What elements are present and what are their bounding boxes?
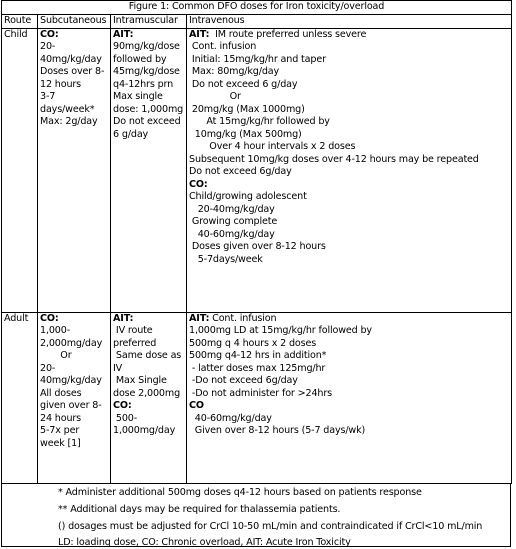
cell-line: q4-12hrs prn: [113, 78, 174, 90]
cell-line: AIT: IM route preferred unless severe: [189, 28, 367, 40]
cell-line: 5-7days/week: [189, 253, 263, 265]
cell-line: 40-60mg/kg/day: [189, 228, 275, 240]
cell-line: 20mg/kg (Max 1000mg): [189, 103, 305, 115]
cell-line: CO:: [113, 400, 132, 411]
cell-line: 12 hours: [40, 78, 82, 90]
cell-line: AIT: Cont. infusion: [189, 312, 277, 324]
cell-line: Subsequent 10mg/kg doses over 4-12 hours may be repeated: [189, 153, 479, 165]
cell-line: CO:: [40, 312, 59, 324]
cell-line: Do not exceed 6 g/day: [189, 78, 298, 90]
cell-line: Child/growing adolescent: [189, 191, 307, 202]
cell-line: 500-: [113, 412, 138, 424]
cell-line: days/week*: [40, 103, 95, 115]
cell-line: 20-: [40, 41, 56, 52]
cell-line: CO:: [40, 28, 59, 40]
cell-line: Same dose as: [113, 350, 182, 361]
cell-line: Max: 2g/day: [40, 116, 98, 127]
cell-line: CO:: [189, 178, 208, 190]
cell-line: All doses: [40, 387, 82, 399]
footnote-abbreviations: LD: loading dose, CO: Chronic overload, AIT: Acute Iron Toxicity: [58, 537, 351, 548]
table-row-child: [2, 28, 512, 312]
cell-line: Growing complete: [189, 216, 278, 227]
cell-line: -Do not exceed 6g/day: [189, 375, 298, 386]
footnote-additional-dose: * Administer additional 500mg doses q4-12 hours based on patients response: [58, 487, 422, 498]
table-row-adult: [2, 312, 512, 483]
cell-line: given over 8-: [40, 400, 102, 411]
cell-line: IV: [113, 362, 123, 374]
cell-line: 40mg/kg/day: [40, 53, 102, 65]
cell-line: 500mg q 4 hours x 2 doses: [189, 337, 317, 349]
cell-line: Doses given over 8-12 hours: [189, 241, 326, 252]
footnote-crcl: () dosages must be adjusted for CrCl 10-50 mL/min and contraindicated if CrCl<10 mL/min: [58, 521, 483, 532]
header-intramuscular: Intramuscular: [111, 14, 187, 28]
cell-line: 40mg/kg/day: [40, 375, 102, 386]
route-cell-child: Child: [2, 28, 38, 312]
header-intravenous: Intravenous: [187, 14, 512, 28]
cell-line: 5-7x per: [40, 425, 80, 436]
cell-line: dose: 1,000mg: [113, 103, 184, 115]
cell-line: Or: [40, 350, 72, 361]
dfo-dose-table: [1, 0, 512, 484]
cell-line: AIT:: [113, 312, 134, 324]
header-route: Route: [2, 14, 38, 28]
footnote-thalassemia: ** Additional days may be required for thalassemia patients.: [58, 504, 341, 515]
cell-line: preferred: [113, 337, 157, 349]
cell-line: CO: [189, 400, 204, 411]
cell-line: Do not exceed: [113, 116, 181, 127]
cell-line: -Do not administer for >24hrs: [189, 387, 332, 399]
cell-line: Cont. infusion: [189, 41, 257, 52]
cell-line: - latter doses max 125mg/hr: [189, 362, 326, 374]
table-caption: Figure 1: Common DFO doses for Iron toxicity/overload: [2, 1, 512, 15]
cell-line: week [1]: [40, 437, 81, 449]
cell-line: dose 2,000mg: [113, 387, 181, 399]
route-cell-adult: Adult: [2, 312, 38, 483]
cell-line: Max Single: [113, 375, 167, 386]
footnotes-box: [1, 483, 511, 547]
cell-line: 20-40mg/kg/day: [189, 203, 275, 215]
cell-child-intravenous: [187, 28, 512, 312]
cell-line: 24 hours: [40, 412, 82, 424]
cell-adult-intravenous: [187, 312, 512, 483]
cell-line: 1,000mg LD at 15mg/kg/hr followed by: [189, 325, 372, 336]
cell-adult-subcutaneous: [38, 312, 111, 483]
cell-line: 2,000mg/day: [40, 337, 103, 349]
cell-line: Max: 80mg/kg/day: [189, 66, 280, 77]
cell-line: 1,000mg/day: [113, 425, 176, 436]
cell-line: At 15mg/kg/hr followed by: [189, 116, 330, 127]
cell-line: Over 4 hour intervals x 2 doses: [189, 141, 356, 152]
cell-line: 6 g/day: [113, 128, 149, 140]
cell-child-intramuscular: [111, 28, 187, 312]
cell-line: Given over 8-12 hours (5-7 days/wk): [189, 425, 366, 436]
cell-line: IV route: [113, 325, 153, 336]
cell-child-subcutaneous: [38, 28, 111, 312]
cell-line: Or: [189, 91, 241, 102]
cell-line: Max single: [113, 91, 163, 102]
cell-line: AIT:: [113, 28, 134, 40]
cell-line: 20-: [40, 362, 56, 374]
cell-line: 1,000-: [40, 325, 71, 336]
cell-line: 45mg/kg/dose: [113, 66, 180, 77]
cell-line: Initial: 15mg/kg/hr and taper: [189, 53, 326, 65]
cell-line: 3-7: [40, 91, 56, 102]
cell-line: Doses over 8-: [40, 66, 105, 77]
cell-line: 500mg q4-12 hrs in addition*: [189, 350, 327, 361]
cell-line: followed by: [113, 53, 167, 65]
cell-line: Do not exceed 6g/day: [189, 166, 292, 177]
cell-line: 90mg/kg/dose: [113, 41, 180, 52]
cell-adult-intramuscular: [111, 312, 187, 483]
cell-line: 10mg/kg (Max 500mg): [189, 128, 302, 140]
cell-line: 40-60mg/kg/day: [189, 412, 272, 424]
header-subcutaneous: Subcutaneous: [38, 14, 111, 28]
